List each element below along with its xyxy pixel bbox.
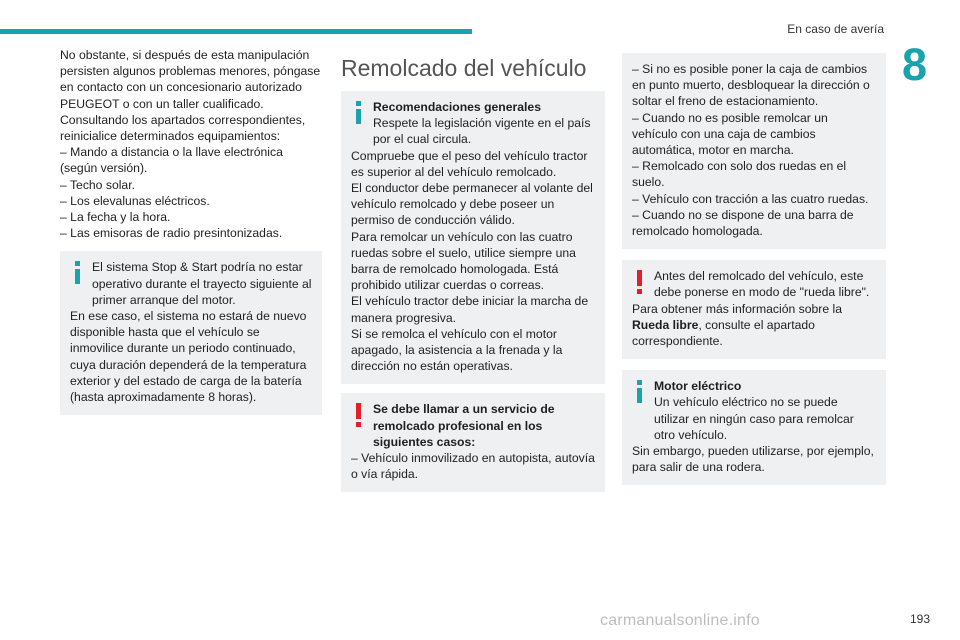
page-number: 193	[910, 612, 931, 626]
warning-icon	[634, 270, 648, 294]
stop-start-info-box	[60, 251, 322, 415]
box-text-part: Para obtener más información sobre la	[632, 301, 843, 316]
freewheel-warning-box	[622, 260, 886, 359]
box-heading: Motor eléctrico	[654, 379, 742, 394]
list-item: – Cuando no es posible remolcar un vehículo con una caja de cambios automática, motor en marcha.	[632, 110, 828, 158]
box-text: Antes del remolcado del vehículo, este debe ponerse en modo de "rueda libre".	[654, 269, 870, 300]
list-item: – Mando a distancia o la llave electrónica (según versión).	[60, 145, 283, 176]
box-text: Respete la legislación vigente en el país por el cual circula.	[373, 116, 591, 147]
column-2	[341, 53, 605, 501]
list-item: – Vehículo inmovilizado en autopista, autovía o vía rápida.	[351, 451, 595, 482]
freewheel-link-text: Rueda libre	[632, 317, 699, 332]
warning-icon	[353, 403, 367, 427]
professional-towing-warning-box	[341, 393, 605, 492]
box-text: El vehículo tractor debe iniciar la marcha de manera progresiva.	[351, 294, 589, 325]
column-1	[60, 47, 322, 424]
column-3	[622, 53, 886, 494]
box-text: Para remolcar un vehículo con las cuatro ruedas sobre el suelo, utilice siempre una barra de remolcado homologada. Está prohibido utilizar cuerdas o correas.	[351, 229, 576, 293]
chapter-number: 8	[902, 39, 928, 90]
box-text-part: , consulte el apartado correspondiente.	[632, 317, 815, 349]
list-item: – Si no es posible poner la caja de cambios en punto muerto, desbloquear la dirección o soltar el freno de estacionamiento.	[632, 62, 870, 109]
section-title: En caso de avería	[787, 22, 884, 36]
box-heading: Se debe llamar a un servicio de remolcado profesional en los siguientes casos:	[373, 402, 555, 449]
info-icon	[72, 261, 86, 285]
list-item: – La fecha y la hora.	[60, 210, 171, 225]
general-recommendations-box	[341, 91, 605, 384]
header-accent-bar	[0, 29, 472, 34]
info-text: El sistema Stop & Start podría no estar operativo durante el trayecto siguiente al primer arranque del motor.	[92, 260, 312, 307]
box-text: El conductor debe permanecer al volante del vehículo remolcado y debe poseer un permiso de conducción válido.	[351, 181, 593, 228]
watermark: carmanualsonline.info	[600, 612, 760, 629]
box-text: Un vehículo eléctrico no se puede utilizar en ningún caso para remolcar otro vehículo.	[654, 395, 854, 442]
box-text: Sin embargo, pueden utilizarse, por ejemplo, para salir de una rodera.	[632, 444, 874, 475]
list-item: – Vehículo con tracción a las cuatro ruedas.	[632, 191, 869, 206]
list-item: – Los elevalunas eléctricos.	[60, 193, 210, 208]
list-item: – Cuando no se dispone de una barra de remolcado homologada.	[632, 207, 854, 239]
list-item: – Techo solar.	[60, 177, 135, 192]
page-title: Remolcado del vehículo	[341, 55, 587, 81]
electric-motor-info-box	[622, 370, 886, 485]
info-text: En ese caso, el sistema no estará de nuevo disponible hasta que el vehículo se inmovilice durante un periodo continuado, cuya duración dependerá de la temperatura exterior y del estado de carga de la batería (hasta aproximadamente 8 horas).	[70, 309, 307, 405]
info-icon	[353, 101, 367, 125]
list-item: – Las emisoras de radio presintonizadas.	[60, 226, 283, 241]
list-item: – Remolcado con solo dos ruedas en el suelo.	[632, 159, 847, 190]
box-heading: Recomendaciones generales	[373, 100, 541, 114]
box-text	[632, 301, 876, 350]
box-text: Si se remolca el vehículo con el motor apagado, la asistencia a la frenada y la dirección no están operativas.	[351, 326, 563, 374]
box-text: Compruebe que el peso del vehículo tractor es superior al del vehículo remolcado.	[351, 148, 588, 179]
info-icon	[634, 380, 648, 404]
towing-cases-list-box	[622, 53, 886, 249]
intro-paragraph: Consultando los apartados correspondientes, reinicialice determinados equipamientos:	[60, 112, 306, 144]
intro-paragraph: No obstante, si después de esta manipulación persisten algunos problemas menores, póngase en contacto con un concesionario autorizado PEUGEOT o con un taller cualificado.	[60, 48, 321, 111]
